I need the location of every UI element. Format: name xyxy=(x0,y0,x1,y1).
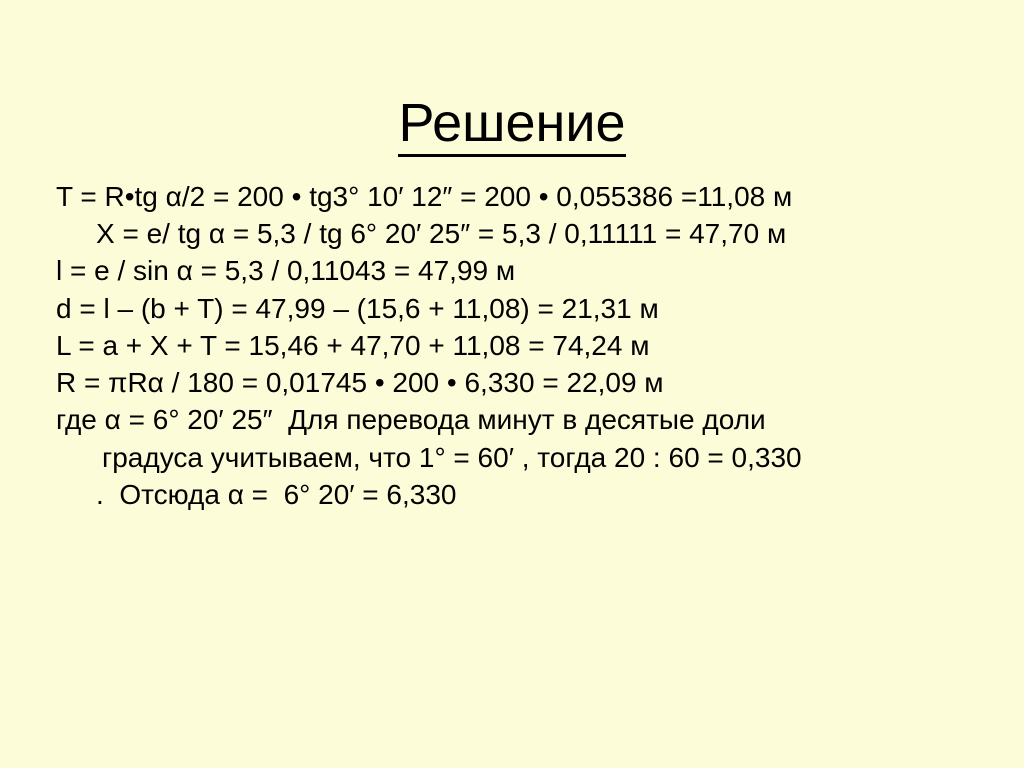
formula-line-6: R = πRα / 180 = 0,01745 • 200 • 6,330 = 22,09 м xyxy=(56,367,664,399)
formula-line-5: L = a + X + T = 15,46 + 47,70 + 11,08 = 74,24 м xyxy=(56,329,650,361)
page-title-text: Решение xyxy=(398,93,625,157)
formula-line-1: T = R•tg α/2 = 200 • tg3° 10′ 12″ = 200 • 0,055386 =11,08 м xyxy=(56,181,793,212)
note-line-3: . Отсюда α = 6° 20′ = 6,330 xyxy=(96,478,457,510)
formula-line-4: d = l – (b + T) = 47,99 – (15,6 + 11,08) = 21,31 м xyxy=(56,292,659,324)
page-title xyxy=(0,94,1024,153)
formula-line-3: l = e / sin α = 5,3 / 0,11043 = 47,99 м xyxy=(56,255,516,287)
slide-body xyxy=(56,178,986,513)
note-line-2: градуса учитываем, что 1° = 60′ , тогда 20 : 60 = 0,330 xyxy=(102,441,802,473)
formula-line-2: X = e/ tg α = 5,3 / tg 6° 20′ 25″ = 5,3 / 0,11111 = 47,70 м xyxy=(96,218,787,250)
note-line-1: где α = 6° 20′ 25″ Для перевода минут в десятые доли xyxy=(56,404,766,436)
